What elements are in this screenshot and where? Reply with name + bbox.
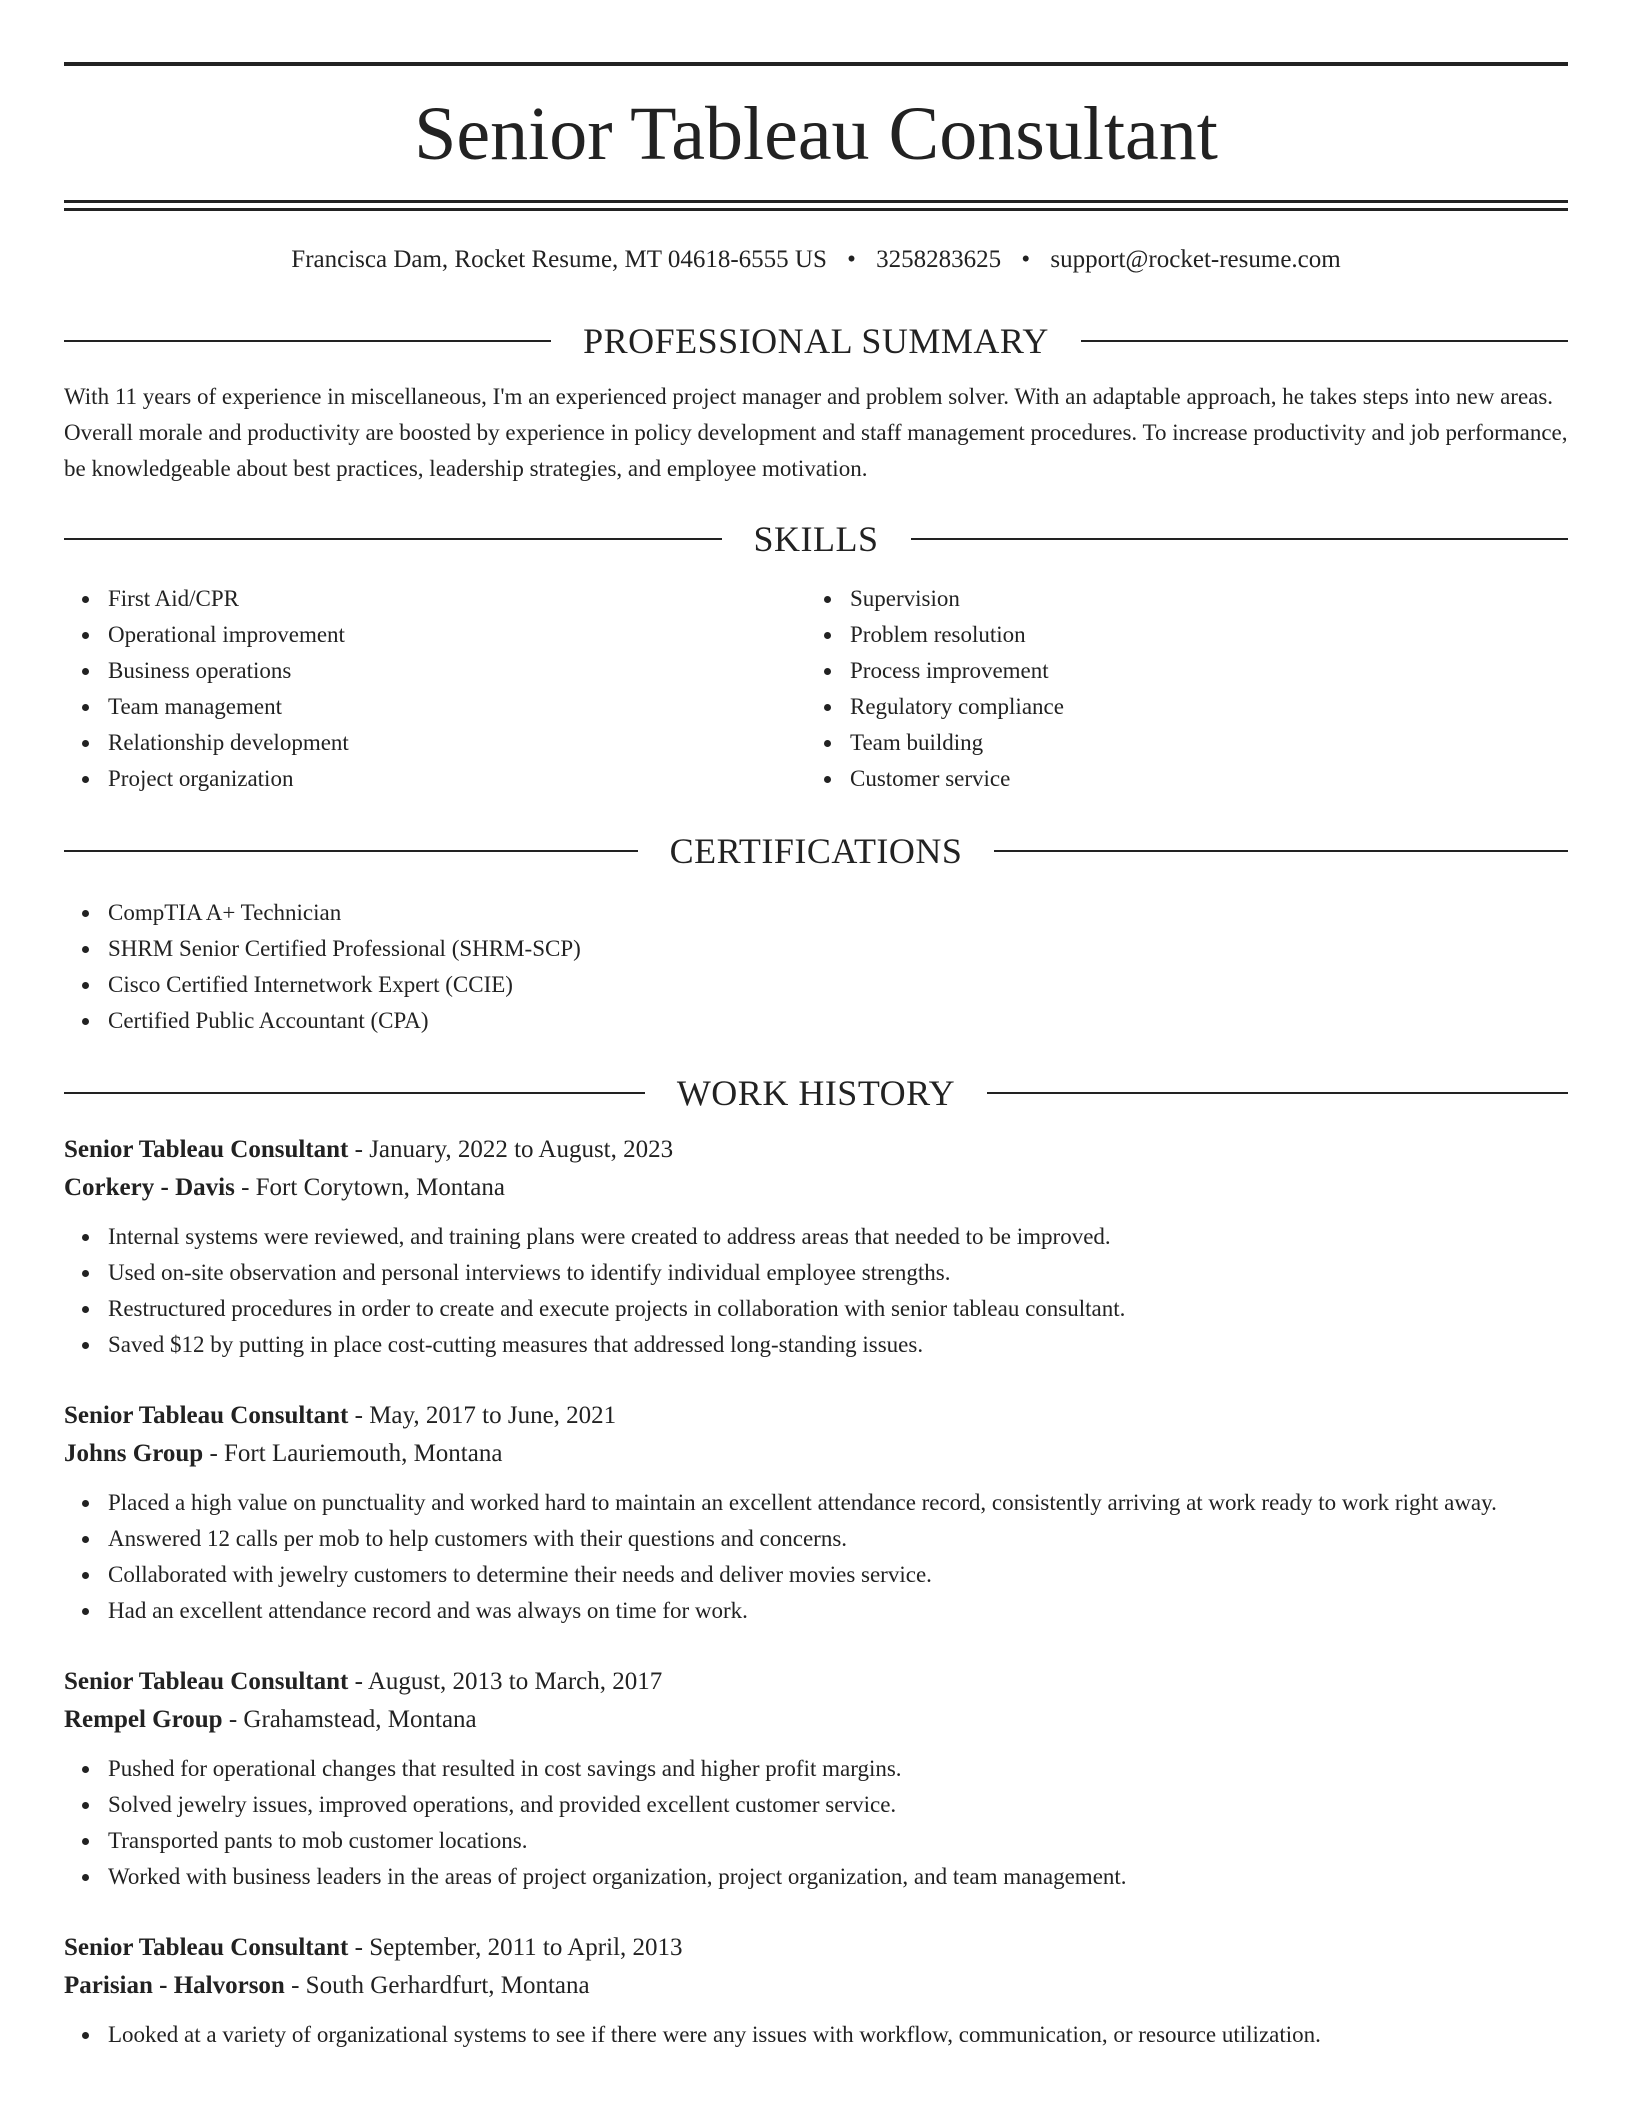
- skills-list-right: [806, 581, 1548, 797]
- certification-item: Cisco Certified Internetwork Expert (CCIE): [108, 967, 1568, 1003]
- certification-item: SHRM Senior Certified Professional (SHRM-SCP): [108, 931, 1568, 967]
- job-bullet-list: [64, 1485, 1568, 1629]
- job-title: Senior Tableau Consultant: [64, 1668, 349, 1695]
- skill-item: Project organization: [108, 761, 806, 797]
- title-double-rule: [64, 200, 1568, 211]
- skill-item: Team building: [850, 725, 1548, 761]
- job-dates: - September, 2011 to April, 2013: [348, 1934, 683, 1961]
- skills-grid: [64, 581, 1568, 797]
- contact-separator: •: [1021, 246, 1031, 273]
- job-title: Senior Tableau Consultant: [64, 1136, 349, 1163]
- job-entry: [64, 1397, 1568, 1629]
- job-company-line: [64, 1701, 1568, 1739]
- contact-address: Francisca Dam, Rocket Resume, MT 04618-6555 US: [291, 246, 827, 273]
- job-bullet: Answered 12 calls per mob to help customers with their questions and concerns.: [108, 1521, 1568, 1557]
- job-title-line: [64, 1929, 1568, 1967]
- heading-rule-left: [64, 850, 638, 852]
- skill-item: Relationship development: [108, 725, 806, 761]
- certification-item: CompTIA A+ Technician: [108, 895, 1568, 931]
- section-title: SKILLS: [753, 519, 879, 559]
- section-heading-skills: [64, 521, 1568, 557]
- contact-phone: 3258283625: [876, 246, 1002, 273]
- skills-column-left: [64, 581, 806, 797]
- job-bullet: Placed a high value on punctuality and worked hard to maintain an excellent attendance record, consistently arriving at work ready to work right away.: [108, 1485, 1568, 1521]
- job-entry: [64, 1929, 1568, 2053]
- heading-rule-left: [64, 1092, 645, 1094]
- heading-rule-right: [987, 1092, 1568, 1094]
- job-location: - Fort Lauriemouth, Montana: [203, 1440, 503, 1467]
- job-header: [64, 1929, 1568, 2005]
- certification-item: Certified Public Accountant (CPA): [108, 1003, 1568, 1039]
- summary-paragraph: With 11 years of experience in miscellaneous, I'm an experienced project manager and problem solver. With an adaptable approach, he takes steps into new areas. Overall morale and productivity are boosted by experience in policy development and staff management procedures. To increase productivity and job performance, be knowledgeable about best practices, leadership strategies, and employee motivation.: [64, 384, 1568, 481]
- job-header: [64, 1131, 1568, 1207]
- job-company-line: [64, 1435, 1568, 1473]
- skills-list-left: [64, 581, 806, 797]
- job-title-line: [64, 1397, 1568, 1435]
- section-heading-work-history: [64, 1075, 1568, 1111]
- contact-email: support@rocket-resume.com: [1050, 246, 1341, 273]
- skill-item: Customer service: [850, 761, 1548, 797]
- heading-rule-right: [994, 850, 1568, 852]
- job-title: Senior Tableau Consultant: [64, 1402, 349, 1429]
- section-heading-certifications: [64, 833, 1568, 869]
- skill-item: Business operations: [108, 653, 806, 689]
- skill-item: Operational improvement: [108, 617, 806, 653]
- job-location: - South Gerhardfurt, Montana: [284, 1972, 590, 1999]
- job-dates: - August, 2013 to March, 2017: [348, 1668, 663, 1695]
- section-title: WORK HISTORY: [676, 1073, 956, 1113]
- job-bullet: Pushed for operational changes that resulted in cost savings and higher profit margins.: [108, 1751, 1568, 1787]
- job-title-line: [64, 1663, 1568, 1701]
- skill-item: Team management: [108, 689, 806, 725]
- job-location: - Grahamstead, Montana: [222, 1706, 477, 1733]
- heading-rule-left: [64, 340, 551, 342]
- job-bullet: Transported pants to mob customer locations.: [108, 1823, 1568, 1859]
- section-title: CERTIFICATIONS: [669, 831, 963, 871]
- job-company: Corkery - Davis: [64, 1174, 235, 1201]
- heading-rule-right: [911, 538, 1569, 540]
- job-location: - Fort Corytown, Montana: [234, 1174, 505, 1201]
- job-header: [64, 1663, 1568, 1739]
- job-company: Parisian - Halvorson: [64, 1972, 285, 1999]
- job-entry: [64, 1131, 1568, 1363]
- skill-item: Regulatory compliance: [850, 689, 1548, 725]
- certifications-list: [64, 895, 1568, 1039]
- job-entry: [64, 1663, 1568, 1895]
- job-dates: - January, 2022 to August, 2023: [348, 1136, 674, 1163]
- job-bullet: Used on-site observation and personal interviews to identify individual employee strengths.: [108, 1255, 1568, 1291]
- resume-page: [64, 0, 1568, 2053]
- page-title: Senior Tableau Consultant: [414, 92, 1218, 176]
- section-title: PROFESSIONAL SUMMARY: [583, 321, 1049, 361]
- job-company: Rempel Group: [64, 1706, 223, 1733]
- job-header: [64, 1397, 1568, 1473]
- job-bullet: Had an excellent attendance record and was always on time for work.: [108, 1593, 1568, 1629]
- skill-item: Process improvement: [850, 653, 1548, 689]
- job-bullet: Solved jewelry issues, improved operations, and provided excellent customer service.: [108, 1787, 1568, 1823]
- skill-item: Problem resolution: [850, 617, 1548, 653]
- heading-rule-right: [1081, 340, 1568, 342]
- heading-rule-left: [64, 538, 722, 540]
- job-bullet: Internal systems were reviewed, and training plans were created to address areas that needed to be improved.: [108, 1219, 1568, 1255]
- job-title-line: [64, 1131, 1568, 1169]
- job-title: Senior Tableau Consultant: [64, 1934, 349, 1961]
- skill-item: Supervision: [850, 581, 1548, 617]
- job-bullet-list: [64, 1751, 1568, 1895]
- section-heading-summary: [64, 323, 1568, 359]
- contact-line: [64, 245, 1568, 275]
- skill-item: First Aid/CPR: [108, 581, 806, 617]
- job-bullet: Saved $12 by putting in place cost-cutting measures that addressed long-standing issues.: [108, 1327, 1568, 1363]
- job-bullet-list: [64, 2017, 1568, 2053]
- contact-separator: •: [847, 246, 856, 273]
- job-company-line: [64, 1169, 1568, 1207]
- job-dates: - May, 2017 to June, 2021: [348, 1402, 617, 1429]
- job-bullet-list: [64, 1219, 1568, 1363]
- job-bullet: Restructured procedures in order to create and execute projects in collaboration with senior tableau consultant.: [108, 1291, 1568, 1327]
- job-bullet: Looked at a variety of organizational systems to see if there were any issues with workflow, communication, or resource utilization.: [108, 2017, 1568, 2053]
- job-bullet: Worked with business leaders in the areas of project organization, project organization, and team management.: [108, 1859, 1568, 1895]
- skills-column-right: [806, 581, 1548, 797]
- job-company-line: [64, 1967, 1568, 2005]
- job-company: Johns Group: [64, 1440, 204, 1467]
- job-bullet: Collaborated with jewelry customers to determine their needs and deliver movies service.: [108, 1557, 1568, 1593]
